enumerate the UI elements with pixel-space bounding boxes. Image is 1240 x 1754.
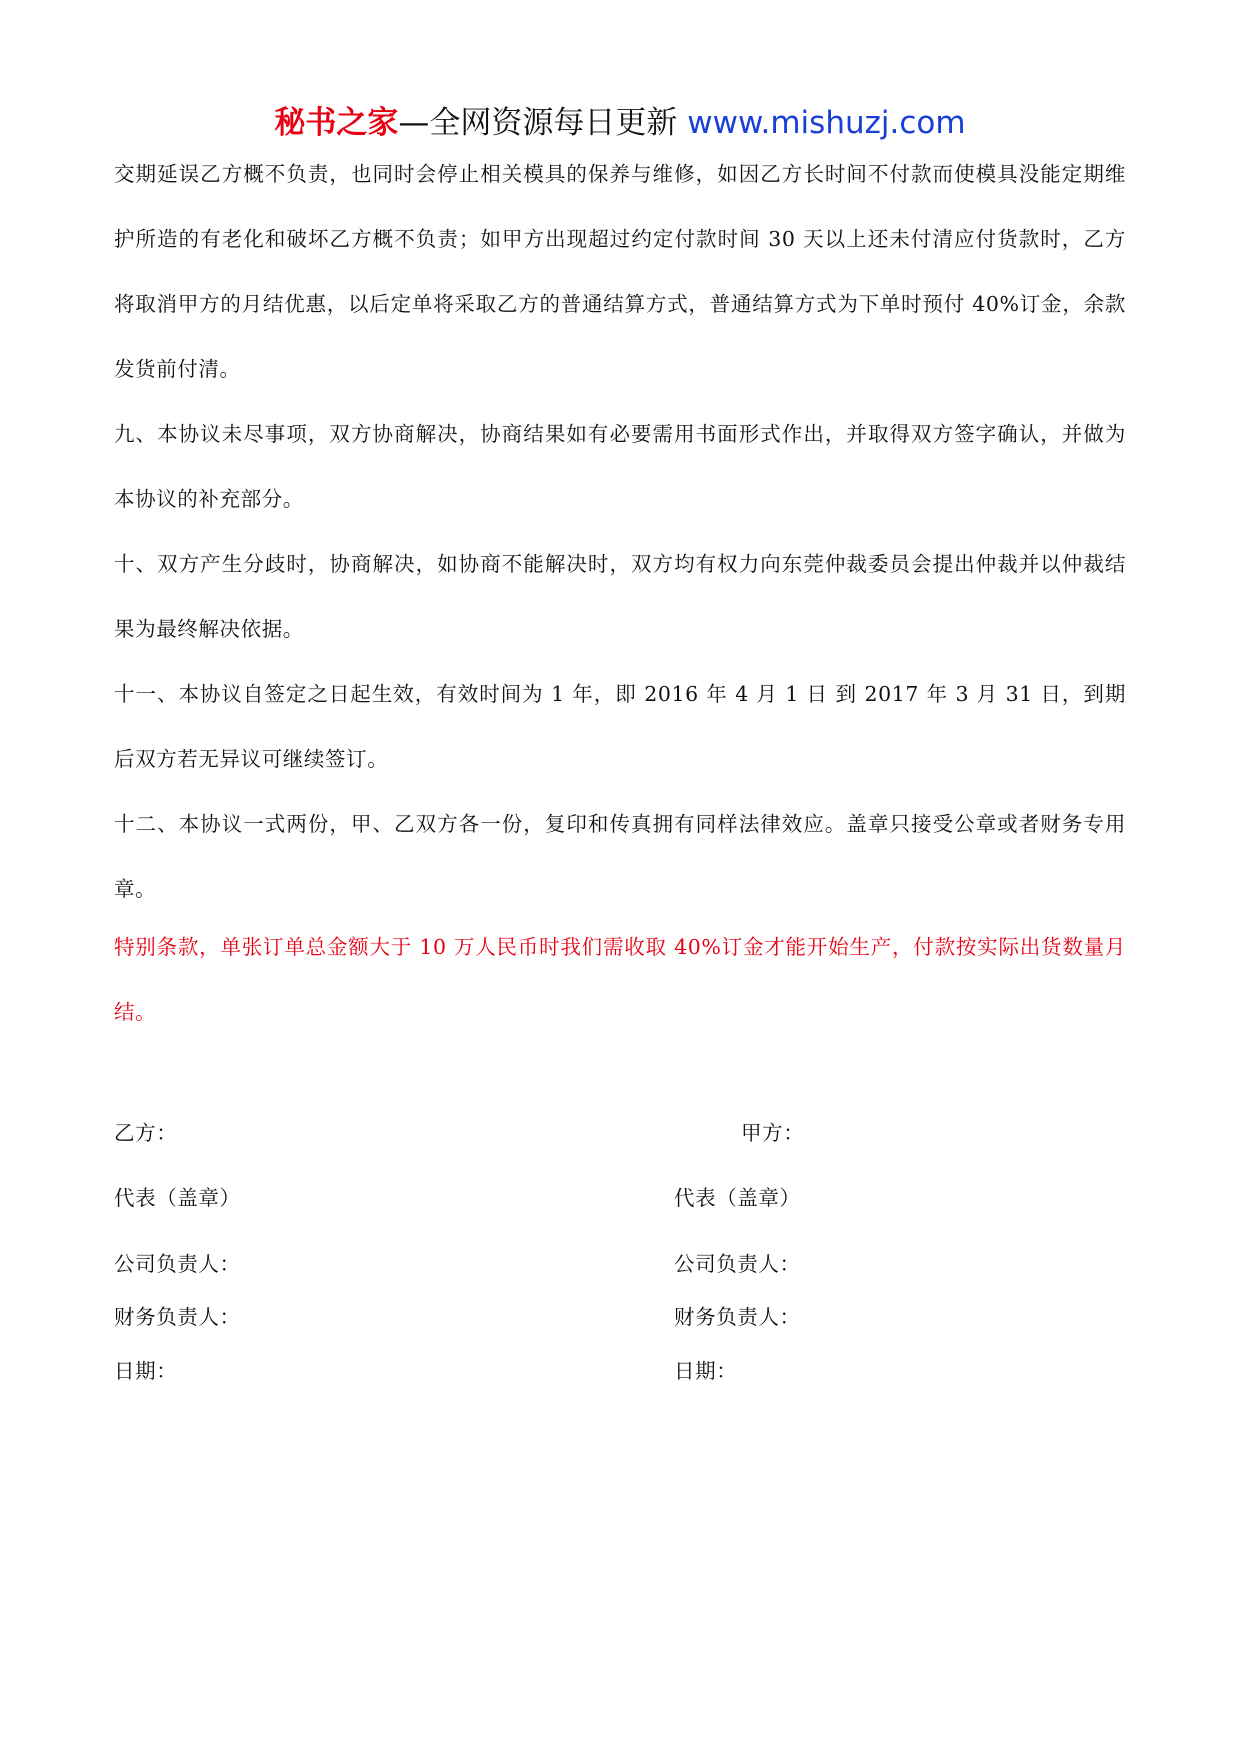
company-head-left: 公司负责人：	[114, 1252, 241, 1276]
party-a-label: 甲方：	[741, 1121, 805, 1145]
site-watermark-header	[0, 100, 1240, 146]
special-terms-paragraph: 特别条款，单张订单总金额大于 10 万人民币时我们需收取 40%订金才能开始生产，付款按实际出货数量月结。	[114, 935, 1126, 1024]
party-b-label: 乙方：	[114, 1121, 178, 1145]
date-right: 日期：	[674, 1359, 738, 1383]
date-left: 日期：	[114, 1359, 178, 1383]
clause-9-paragraph: 九、本协议未尽事项，双方协商解决，协商结果如有必要需用书面形式作出，并取得双方签字确认，并做为本协议的补充部分。	[114, 422, 1126, 511]
representative-seal-left: 代表（盖章）	[114, 1186, 241, 1210]
finance-head-left: 财务负责人：	[114, 1305, 241, 1329]
site-brand-name: 秘书之家	[274, 105, 399, 141]
finance-head-right: 财务负责人：	[674, 1305, 801, 1329]
clause-12-paragraph: 十二、本协议一式两份，甲、乙双方各一份，复印和传真拥有同样法律效应。盖章只接受公章或者财务专用章。	[114, 812, 1126, 901]
representative-seal-right: 代表（盖章）	[674, 1186, 801, 1210]
site-slogan: —全网资源每日更新	[398, 105, 688, 141]
site-url: www.mishuzj.com	[687, 105, 966, 141]
clause-10-paragraph: 十、双方产生分歧时，协商解决，如协商不能解决时，双方均有权力向东莞仲裁委员会提出仲裁并以仲裁结果为最终解决依据。	[114, 552, 1126, 641]
clause-11-paragraph: 十一、本协议自签定之日起生效，有效时间为 1 年，即 2016 年 4 月 1 日 到 2017 年 3 月 31 日，到期后双方若无异议可继续签订。	[114, 682, 1126, 771]
company-head-right: 公司负责人：	[674, 1252, 801, 1276]
payment-terms-paragraph: 交期延误乙方概不负责，也同时会停止相关模具的保养与维修，如因乙方长时间不付款而使模具没能定期维护所造的有老化和破坏乙方概不负责；如甲方出现超过约定付款时间 30 天以上还未付清应付货款时，乙方将取消甲方的月结优惠，以后定单将采取乙方的普通结算方式，普通结算方式为下单时预付 40%订金，余款发货前付清。	[114, 162, 1126, 381]
